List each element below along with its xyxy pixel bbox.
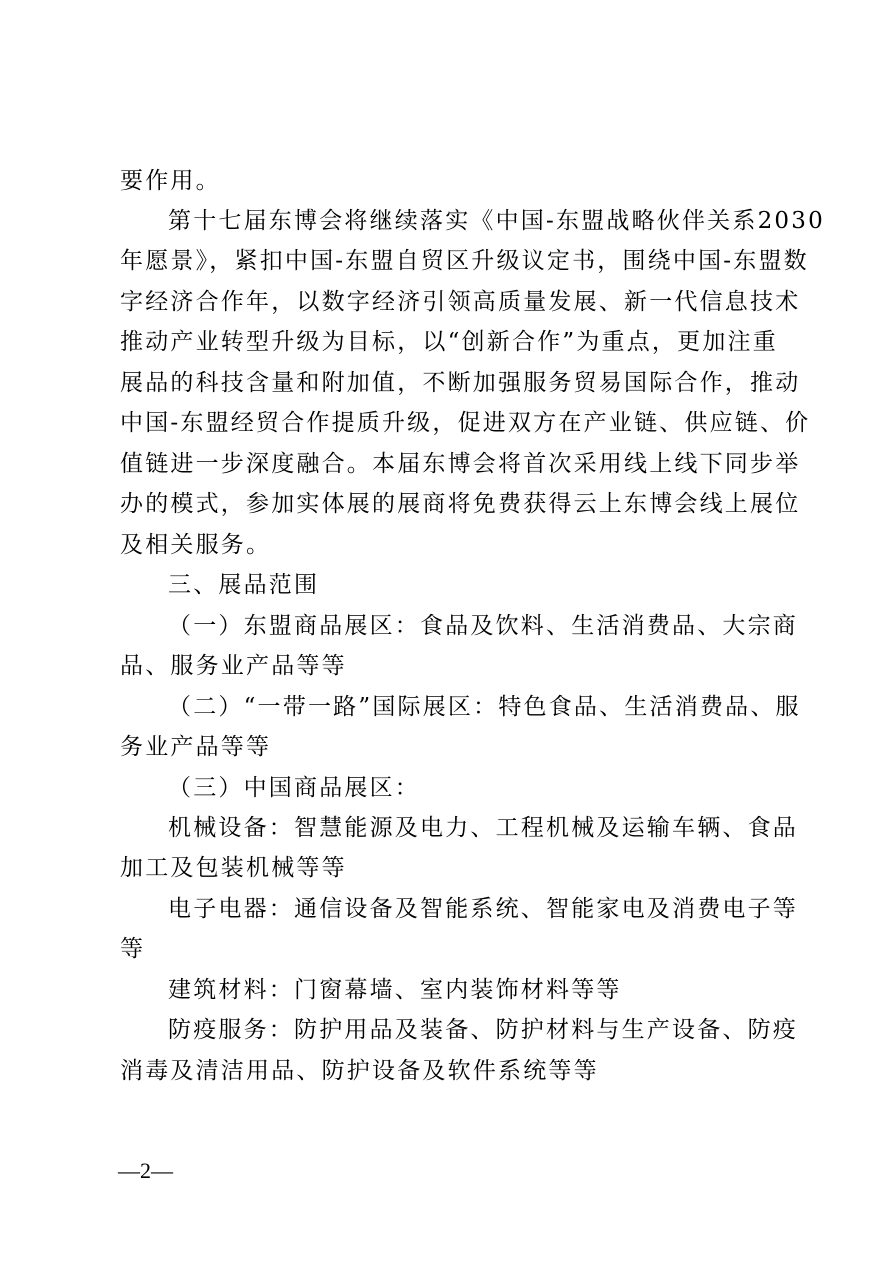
paragraph-line: 推动产业转型升级为目标，以“创新合作”为重点，更加注重	[120, 329, 778, 355]
paragraph-line: 机械设备：智慧能源及电力、工程机械及运输车辆、食品	[168, 815, 798, 841]
paragraph-line: 品、服务业产品等等	[120, 653, 347, 679]
paragraph-line: 务业产品等等	[120, 734, 272, 760]
paragraph-line: 消毒及清洁用品、防护设备及软件系统等等	[120, 1058, 599, 1084]
section-heading: 三、展品范围	[168, 572, 320, 598]
paragraph-line: 及相关服务。	[120, 532, 272, 558]
paragraph-line: （一）东盟商品展区：食品及饮料、生活消费品、大宗商	[168, 613, 798, 639]
paragraph-line: 防疫服务：防护用品及装备、防护材料与生产设备、防疫	[168, 1017, 798, 1043]
paragraph-line: （二）“一带一路”国际展区：特色食品、生活消费品、服	[168, 694, 801, 720]
paragraph-line: 办的模式，参加实体展的展商将免费获得云上东博会线上展位	[120, 491, 801, 517]
paragraph-line: 第十七届东博会将继续落实《中国-东盟战略伙伴关系2030	[168, 208, 825, 234]
paragraph-line: 中国-东盟经贸合作提质升级，促进双方在产业链、供应链、价	[120, 410, 811, 436]
paragraph-line: 加工及包装机械等等	[120, 855, 347, 881]
paragraph-line: 展品的科技含量和附加值，不断加强服务贸易国际合作，推动	[120, 370, 801, 396]
paragraph-line: 电子电器：通信设备及智能系统、智能家电及消费电子等	[168, 896, 798, 922]
page-number: —2—	[118, 1158, 173, 1183]
paragraph-line: 要作用。	[120, 168, 221, 194]
paragraph-line: 年愿景》，紧扣中国-东盟自贸区升级议定书，围绕中国-东盟数	[120, 248, 809, 274]
paragraph-line: 字经济合作年，以数字经济引领高质量发展、新一代信息技术	[120, 289, 801, 315]
paragraph-line: 建筑材料：门窗幕墙、室内装饰材料等等	[168, 977, 622, 1003]
paragraph-line: 值链进一步深度融合。本届东博会将首次采用线上线下同步举	[120, 451, 801, 477]
paragraph-line: 等	[120, 936, 146, 962]
paragraph-line: （三）中国商品展区：	[168, 775, 420, 801]
